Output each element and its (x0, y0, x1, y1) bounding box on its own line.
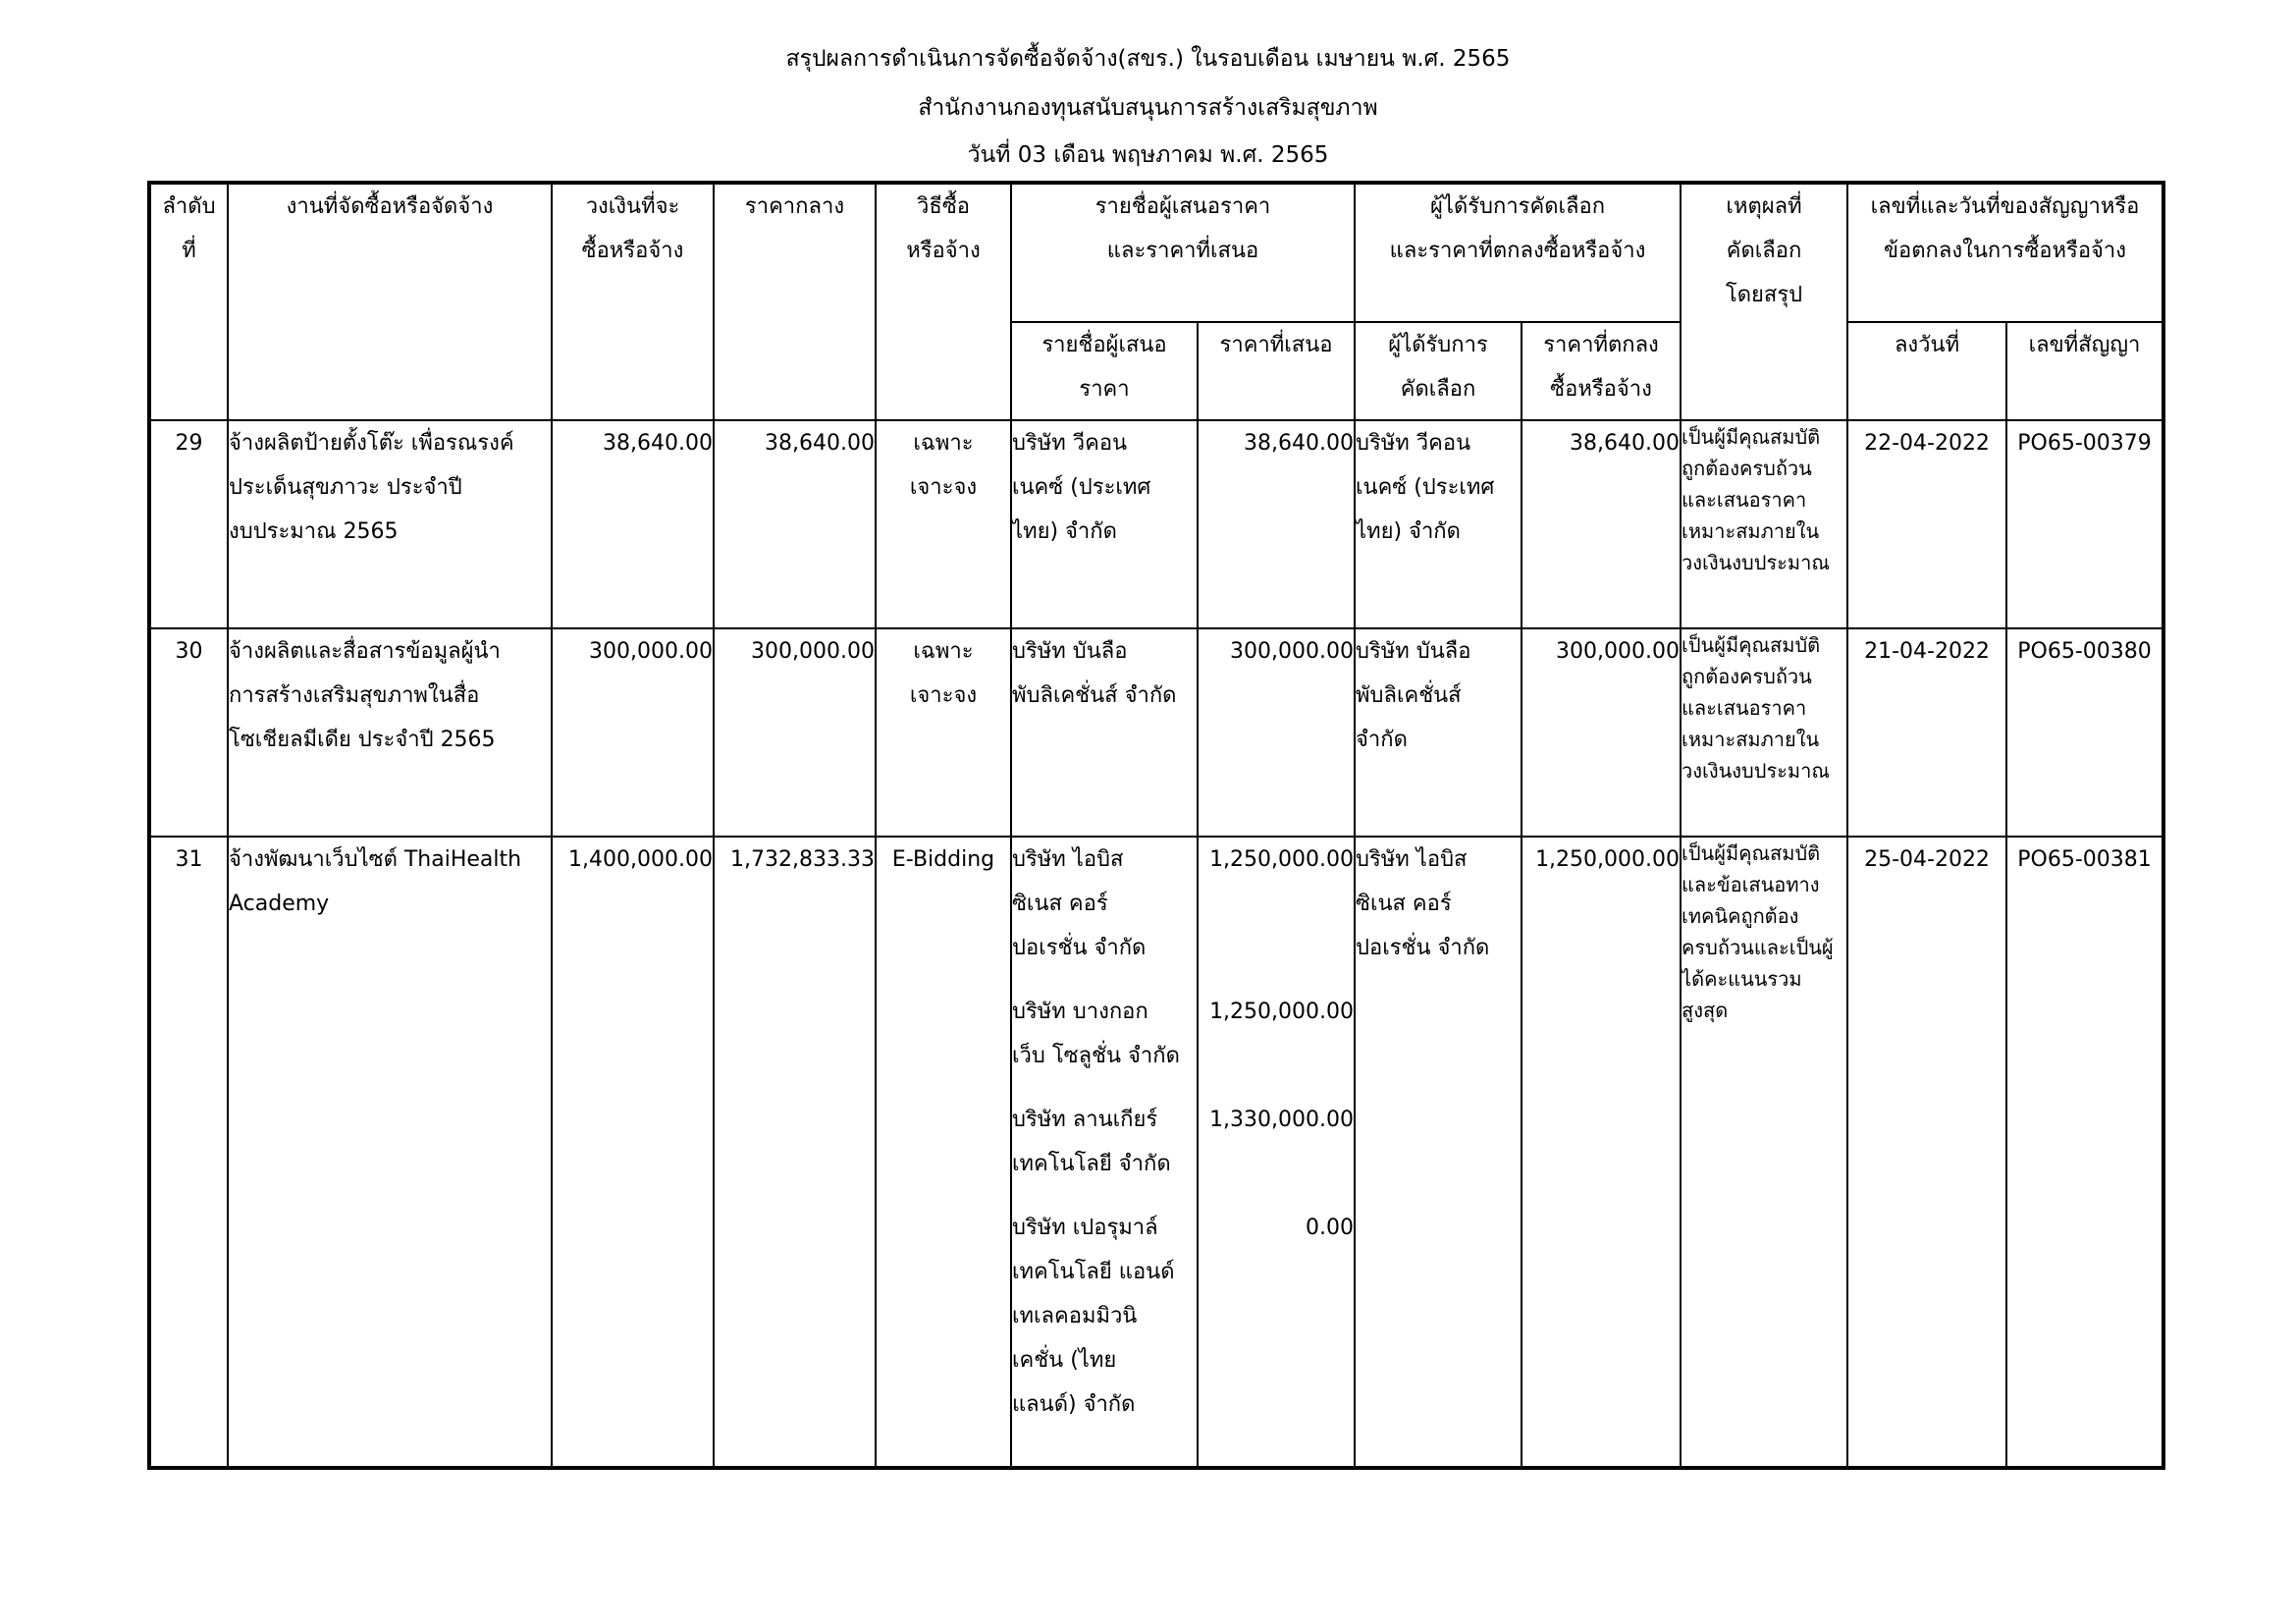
bid-prices (1198, 837, 1355, 1468)
selected-vendor: บริษัท วีคอน เนคซ์ (ประเทศ ไทย) จำกัด (1355, 420, 1522, 628)
col-header-selected-name: ผู้ได้รับการ คัดเลือก (1355, 322, 1522, 420)
procurement-method: เฉพาะ เจาะจง (876, 628, 1011, 837)
procurement-method: E-Bidding (876, 837, 1011, 1468)
item-description: จ้างผลิตและสื่อสารข้อมูลผู้นำ การสร้างเสริมสุขภาพในสื่อ โซเชียลมีเดีย ประจำปี 2565 (228, 628, 552, 837)
item-description: จ้างพัฒนาเว็บไซต์ ThaiHealth Academy (228, 837, 552, 1468)
col-header-agreed-price: ราคาที่ตกลง ซื้อหรือจ้าง (1522, 322, 1681, 420)
col-header-median-price: ราคากลาง (714, 183, 876, 420)
report-title: สรุปผลการดำเนินการจัดซื้อจัดจ้าง(สขร.) ในรอบเดือน เมษายน พ.ศ. 2565 (785, 46, 1511, 72)
bidder-name: บริษัท ไอบิส ซิเนส คอร์ ปอเรชั่น จำกัด (1012, 847, 1147, 960)
col-header-bidder-name: รายชื่อผู้เสนอ ราคา (1011, 322, 1198, 420)
contract-date: 22-04-2022 (1847, 420, 2006, 628)
col-header-method: วิธีซื้อ หรือจ้าง (876, 183, 1011, 420)
selected-vendor: บริษัท ไอบิส ซิเนส คอร์ ปอเรชั่น จำกัด (1355, 837, 1522, 1468)
bidder-names (1011, 837, 1198, 1468)
bidder-names (1011, 628, 1198, 837)
bid-price: 0.00 (1306, 1216, 1355, 1240)
row-no: 30 (149, 628, 228, 837)
row-no: 31 (149, 837, 228, 1468)
bid-prices (1198, 420, 1355, 628)
table-row (149, 628, 2163, 837)
row-no: 29 (149, 420, 228, 628)
col-header-contract-group: เลขที่และวันที่ของสัญญาหรือ ข้อตกลงในการซื้อหรือจ้าง (1847, 183, 2163, 322)
bidder-name: บริษัท วีคอน เนคซ์ (ประเทศ ไทย) จำกัด (1012, 431, 1151, 544)
col-header-bidders-group: รายชื่อผู้เสนอราคา และราคาที่เสนอ (1011, 183, 1355, 322)
col-header-date: ลงวันที่ (1847, 322, 2006, 420)
item-description: จ้างผลิตป้ายตั้งโต๊ะ เพื่อรณรงค์ ประเด็นสุขภาวะ ประจำปี งบประมาณ 2565 (228, 420, 552, 628)
contract-date: 21-04-2022 (1847, 628, 2006, 837)
bid-price: 38,640.00 (1244, 431, 1355, 456)
selection-reason: เป็นผู้มีคุณสมบัติ ถูกต้องครบถ้วน และเสนอราคา เหมาะสมภายใน วงเงินงบประมาณ (1681, 628, 1847, 837)
col-header-no: ลำดับ ที่ (149, 183, 228, 420)
bidder-name: บริษัท บันลือ พับลิเคชั่นส์ จำกัด (1012, 639, 1177, 708)
agreed-price: 38,640.00 (1522, 420, 1681, 628)
col-header-budget: วงเงินที่จะ ซื้อหรือจ้าง (552, 183, 714, 420)
selected-vendor: บริษัท บันลือ พับลิเคชั่นส์ จำกัด (1355, 628, 1522, 837)
table-row (149, 420, 2163, 628)
report-date: วันที่ 03 เดือน พฤษภาคม พ.ศ. 2565 (967, 142, 1329, 168)
bidder-names (1011, 420, 1198, 628)
table-row (149, 837, 2163, 1468)
col-header-reason: เหตุผลที่ คัดเลือก โดยสรุป (1681, 183, 1847, 420)
selection-reason: เป็นผู้มีคุณสมบัติ และข้อเสนอทาง เทคนิคถูกต้อง ครบถ้วนและเป็นผู้ ได้คะแนนรวม สูงสุด (1681, 837, 1847, 1468)
col-header-item: งานที่จัดซื้อหรือจัดจ้าง (228, 183, 552, 420)
agreed-price: 300,000.00 (1522, 628, 1681, 837)
col-header-selected-group: ผู้ได้รับการคัดเลือก และราคาที่ตกลงซื้อหรือจ้าง (1355, 183, 1681, 322)
col-header-contract-no: เลขที่สัญญา (2006, 322, 2163, 420)
bid-prices (1198, 628, 1355, 837)
bid-price: 1,250,000.00 (1209, 1000, 1355, 1024)
contract-number: PO65-00381 (2006, 837, 2163, 1468)
contract-number: PO65-00380 (2006, 628, 2163, 837)
procurement-method: เฉพาะ เจาะจง (876, 420, 1011, 628)
bid-price: 300,000.00 (1230, 639, 1355, 664)
budget-amount: 1,400,000.00 (552, 837, 714, 1468)
median-price: 1,732,833.33 (714, 837, 876, 1468)
col-header-bid-price: ราคาที่เสนอ (1198, 322, 1355, 420)
bidder-name: บริษัท ลานเกียร์ เทคโนโลยี จำกัด (1012, 1108, 1171, 1176)
median-price: 300,000.00 (714, 628, 876, 837)
contract-date: 25-04-2022 (1847, 837, 2006, 1468)
procurement-table (147, 181, 2165, 1470)
median-price: 38,640.00 (714, 420, 876, 628)
organization-name: สำนักงานกองทุนสนับสนุนการสร้างเสริมสุขภาพ (918, 95, 1378, 121)
budget-amount: 300,000.00 (552, 628, 714, 837)
budget-amount: 38,640.00 (552, 420, 714, 628)
selection-reason: เป็นผู้มีคุณสมบัติ ถูกต้องครบถ้วน และเสนอราคา เหมาะสมภายใน วงเงินงบประมาณ (1681, 420, 1847, 628)
contract-number: PO65-00379 (2006, 420, 2163, 628)
agreed-price: 1,250,000.00 (1522, 837, 1681, 1468)
bidder-name: บริษัท เปอรุมาล์ เทคโนโลยี แอนด์ เทเลคอมมิวนิ เคชั่น (ไทย แลนด์) จำกัด (1012, 1216, 1175, 1417)
bid-price: 1,250,000.00 (1209, 847, 1355, 872)
bidder-name: บริษัท บางกอก เว็บ โซลูชั่น จำกัด (1012, 1000, 1180, 1068)
bid-price: 1,330,000.00 (1209, 1108, 1355, 1132)
